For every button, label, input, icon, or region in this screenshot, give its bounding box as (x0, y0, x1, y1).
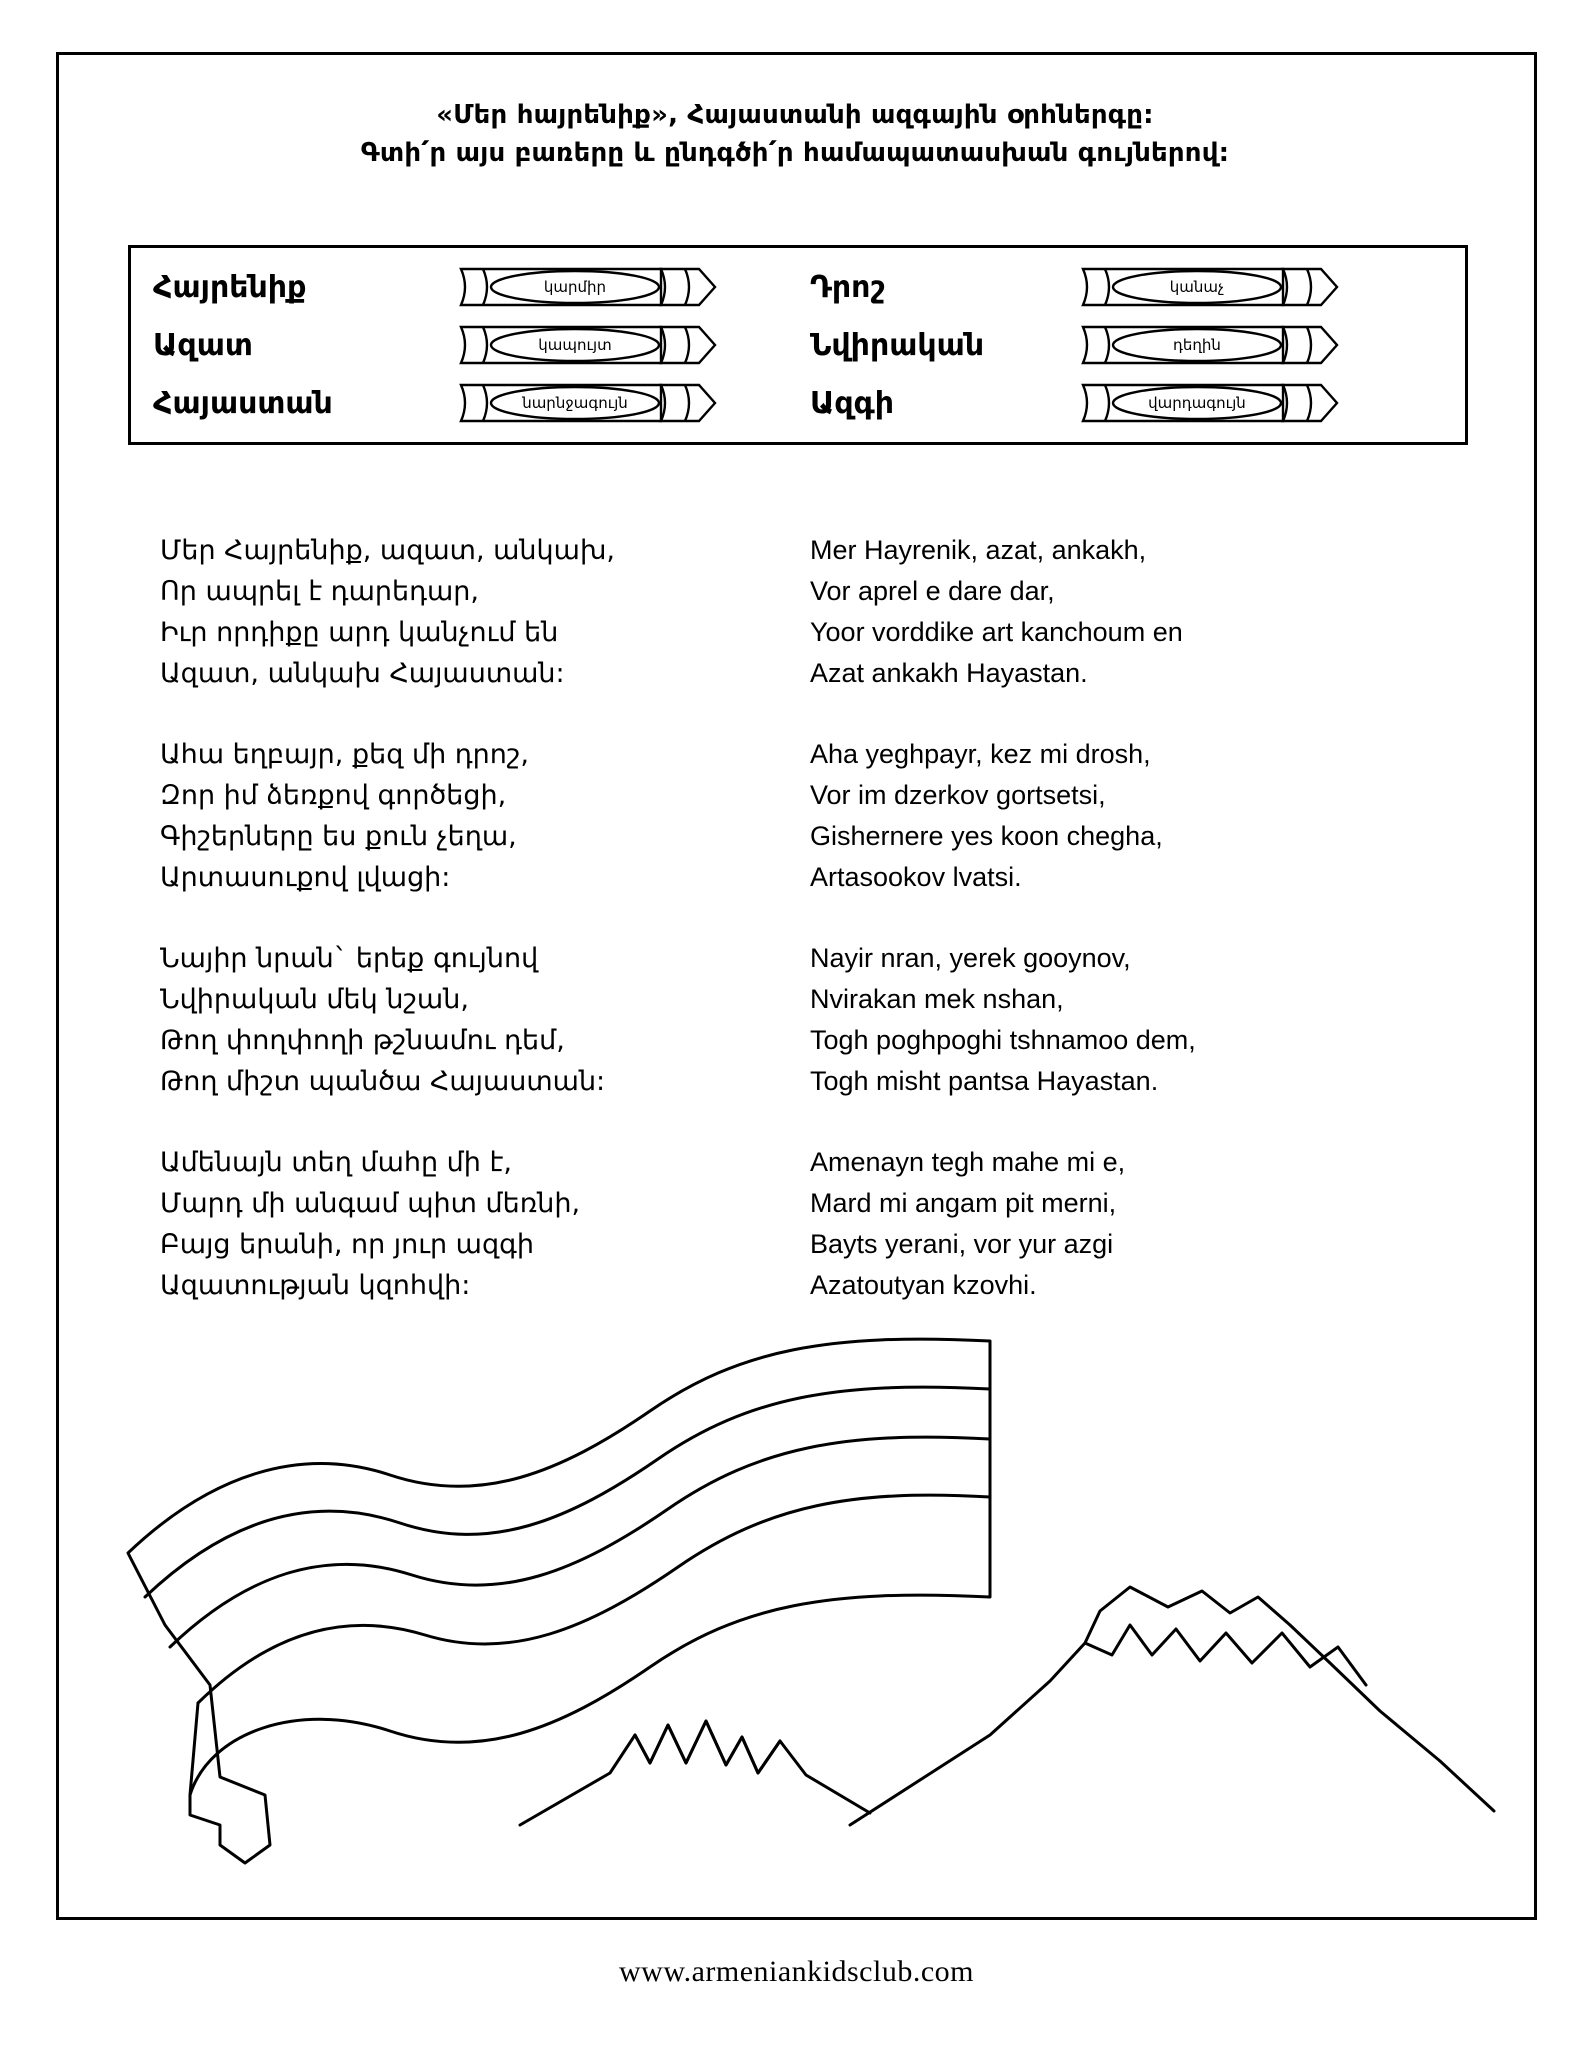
verse (160, 938, 800, 1102)
lyric-line: Mer Hayrenik, azat, ankakh, (810, 535, 1147, 565)
vocabulary-word: Դրոշ (809, 269, 886, 305)
crayon-icon (453, 377, 719, 429)
crayon-color-label: կանաչ (1169, 278, 1225, 296)
verse (160, 734, 800, 898)
lyric-line: Azat ankakh Hayastan. (810, 658, 1088, 688)
vocabulary-word: Ազգի (809, 385, 895, 421)
lyric-line: Ահա եղբայր, քեզ մի դրոշ, (160, 739, 529, 770)
word-row (153, 316, 1447, 374)
word-color-key-box (128, 245, 1468, 445)
lyric-line: Gishernere yes koon chegha, (810, 821, 1163, 851)
crayon-icon (453, 319, 719, 371)
lyric-line: Togh poghpoghi tshnamoo dem, (810, 1025, 1196, 1055)
lyric-line: Amenayn tegh mahe mi e, (810, 1147, 1126, 1177)
crayon-color-label: կարմիր (543, 278, 607, 296)
crayon-color-label: կապույտ (538, 336, 612, 354)
crayon-icon (1075, 377, 1341, 429)
lyric-line: Yoor vorddike art kanchoum en (810, 617, 1183, 647)
word-entry (810, 261, 1447, 313)
crayon-icon (1075, 261, 1341, 313)
lyric-line: Թող միշտ պանծա Հայաստան: (160, 1066, 606, 1097)
title-line-2: Գտի՛ր այս բառերը և ընդգծի՛ր համապատասխան գույներով: (360, 138, 1230, 168)
lyric-line: Բայց երանի, որ յուր ազգի (160, 1229, 534, 1260)
lyric-line: Ամենայն տեղ մահը մի է, (160, 1147, 512, 1178)
page-title (90, 96, 1500, 172)
word-entry (810, 377, 1447, 429)
lyric-line: Զոր իմ ձեռքով գործեցի, (160, 780, 507, 811)
crayon-icon (1075, 319, 1341, 371)
website-url[interactable]: www.armeniankidsclub.com (619, 1955, 974, 1988)
word-entry (153, 377, 810, 429)
flag-outline (128, 1339, 990, 1863)
verse (160, 530, 800, 694)
mountain-outline (850, 1587, 1494, 1825)
verse (160, 1142, 800, 1306)
lyric-line: Ազատ, անկախ Հայաստան: (160, 658, 565, 689)
lyric-line: Նայիր նրան` երեք գույնով (160, 943, 539, 974)
word-entry (810, 319, 1447, 371)
small-peak-outline (520, 1721, 870, 1825)
lyric-line: Aha yeghpayr, kez mi drosh, (810, 739, 1151, 769)
lyric-line: Vor im dzerkov gortsetsi, (810, 780, 1106, 810)
verse (810, 1142, 1450, 1306)
lyric-line: Vor aprel e dare dar, (810, 576, 1055, 606)
lyric-line: Ազատության կզոհվի: (160, 1270, 471, 1301)
lyric-line: Գիշերները ես քուն չեղա, (160, 821, 517, 852)
word-entry (153, 319, 810, 371)
lyric-line: Արտասուքով լվացի: (160, 862, 451, 893)
lyric-line: Մարդ մի անգամ պիտ մեռնի, (160, 1188, 581, 1219)
vocabulary-word: Ազատ (153, 327, 253, 363)
lyric-line: Bayts yerani, vor yur azgi (810, 1229, 1114, 1259)
footer (0, 1955, 1593, 1989)
verse (810, 734, 1450, 898)
vocabulary-word: Հայրենիք (153, 269, 307, 305)
title-line-1: «Մեր հայրենիք», Հայաստանի ազգային օրհներգը: (436, 100, 1154, 130)
crayon-icon (453, 261, 719, 313)
lyric-line: Nvirakan mek nshan, (810, 984, 1064, 1014)
lyrics-column-armenian (160, 530, 810, 1306)
lyric-line: Nayir nran, yerek gooynov, (810, 943, 1131, 973)
lyric-line: Մեր Հայրենիք, ազատ, անկախ, (160, 535, 615, 566)
lyric-line: Artasookov lvatsi. (810, 862, 1022, 892)
lyric-line: Թող փողփողի թշնամու դեմ, (160, 1025, 565, 1056)
verse (810, 530, 1450, 694)
lyric-line: Որ ապրել է դարեդար, (160, 576, 480, 607)
word-row (153, 374, 1447, 432)
lyric-line: Togh misht pantsa Hayastan. (810, 1066, 1159, 1096)
crayon-color-label: վարդագույն (1148, 394, 1246, 412)
lyric-line: Azatoutyan kzovhi. (810, 1270, 1037, 1300)
anthem-lyrics (160, 530, 1450, 1306)
lyric-line: Իւր որդիքը արդ կանչում են (160, 617, 559, 648)
lyrics-column-transliteration (810, 530, 1450, 1306)
vocabulary-word: Նվիրական (809, 327, 985, 363)
vocabulary-word: Հայաստան (153, 385, 333, 421)
crayon-color-label: դեղին (1172, 336, 1221, 354)
lyric-line: Mard mi angam pit merni, (810, 1188, 1117, 1218)
word-row (153, 258, 1447, 316)
crayon-color-label: նարնջագույն (522, 394, 628, 412)
coloring-illustration (90, 1325, 1510, 1885)
lyric-line: Նվիրական մեկ նշան, (160, 984, 469, 1015)
word-entry (153, 261, 810, 313)
verse (810, 938, 1450, 1102)
